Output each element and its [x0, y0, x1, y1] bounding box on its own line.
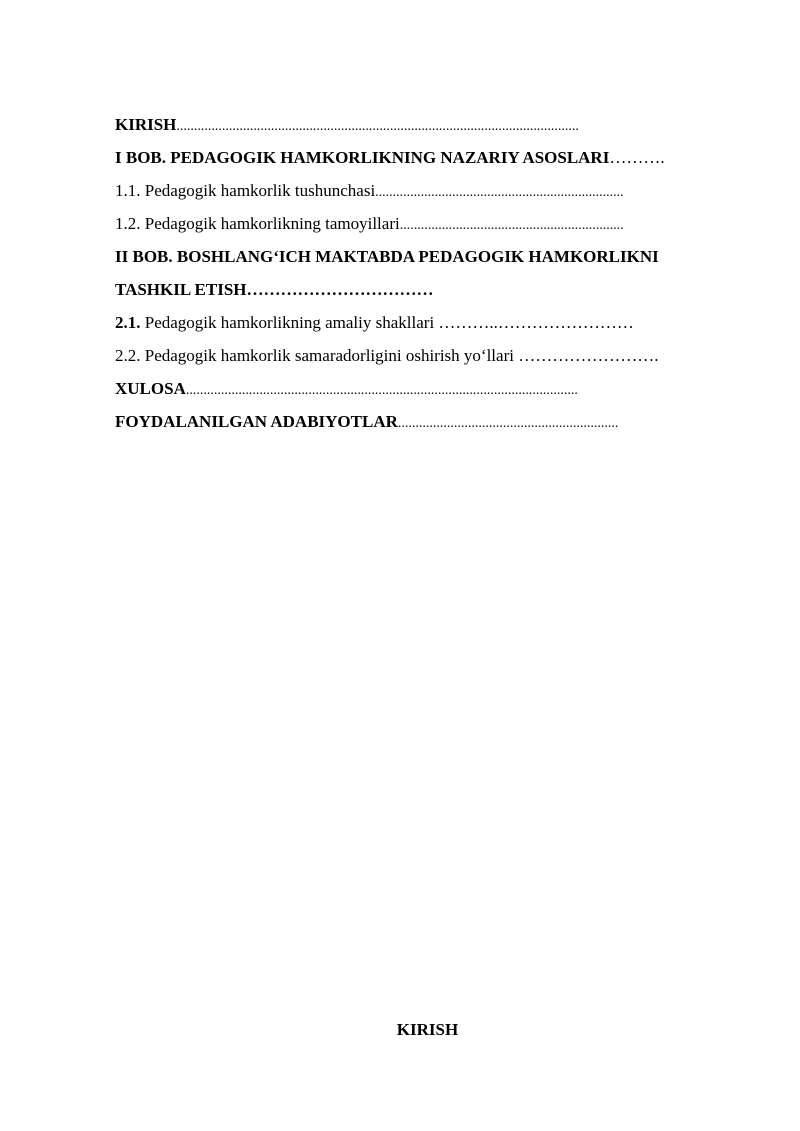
toc-entry-title: 1.2. Pedagogik hamkorlikning tamoyillari — [115, 214, 400, 233]
toc-entry-title: 2.2. Pedagogik hamkorlik samaradorligini oshirish yo‘llari — [115, 346, 519, 365]
toc-entry-title: 1.1. Pedagogik hamkorlik tushunchasi — [115, 181, 376, 200]
toc-entry-bob-2[interactable] — [115, 240, 735, 273]
toc-leader: ................................................................................................................... — [176, 119, 579, 134]
toc-entry-1-2[interactable] — [115, 207, 735, 240]
toc-leader: ………. — [609, 148, 665, 167]
toc-entry-2-1[interactable] — [115, 306, 735, 339]
toc-entry-title: XULOSA — [115, 379, 186, 398]
toc-entry-bob-2-continued[interactable] — [115, 273, 735, 306]
toc-entry-bob-1[interactable] — [115, 141, 735, 174]
toc-entry-kirish[interactable] — [115, 108, 735, 141]
toc-entry-1-1[interactable] — [115, 174, 735, 207]
table-of-contents — [115, 108, 735, 438]
section-heading: KIRISH — [396, 1020, 459, 1039]
toc-leader: ……………………. — [518, 346, 659, 365]
toc-entry-title: FOYDALANILGAN ADABIYOTLAR — [115, 412, 398, 431]
toc-leader: ....................................................................... — [375, 185, 624, 200]
toc-entry-title: TASHKIL ETISH — [115, 280, 247, 299]
toc-entry-2-2[interactable] — [115, 339, 735, 372]
toc-leader: ............................................................... — [397, 416, 619, 431]
toc-leader: ................................................................ — [399, 218, 624, 233]
toc-entry-xulosa[interactable] — [115, 372, 735, 405]
toc-leader: ………..…………………… — [438, 313, 634, 332]
toc-leader: ................................................................................................................ — [185, 383, 578, 398]
toc-entry-title: II BOB. BOSHLANG‘ICH MAKTABDA PEDAGOGIK HAMKORLIKNI — [115, 247, 659, 266]
toc-entry-title: KIRISH — [115, 115, 177, 134]
toc-leader: …………………………… — [246, 280, 434, 299]
toc-entry-title: Pedagogik hamkorlikning amaliy shakllari — [140, 313, 439, 332]
toc-entry-adabiyotlar[interactable] — [115, 405, 735, 438]
toc-entry-title: I BOB. PEDAGOGIK HAMKORLIKNING NAZARIY ASOSLARI — [115, 148, 610, 167]
toc-entry-number: 2.1. — [115, 313, 141, 332]
